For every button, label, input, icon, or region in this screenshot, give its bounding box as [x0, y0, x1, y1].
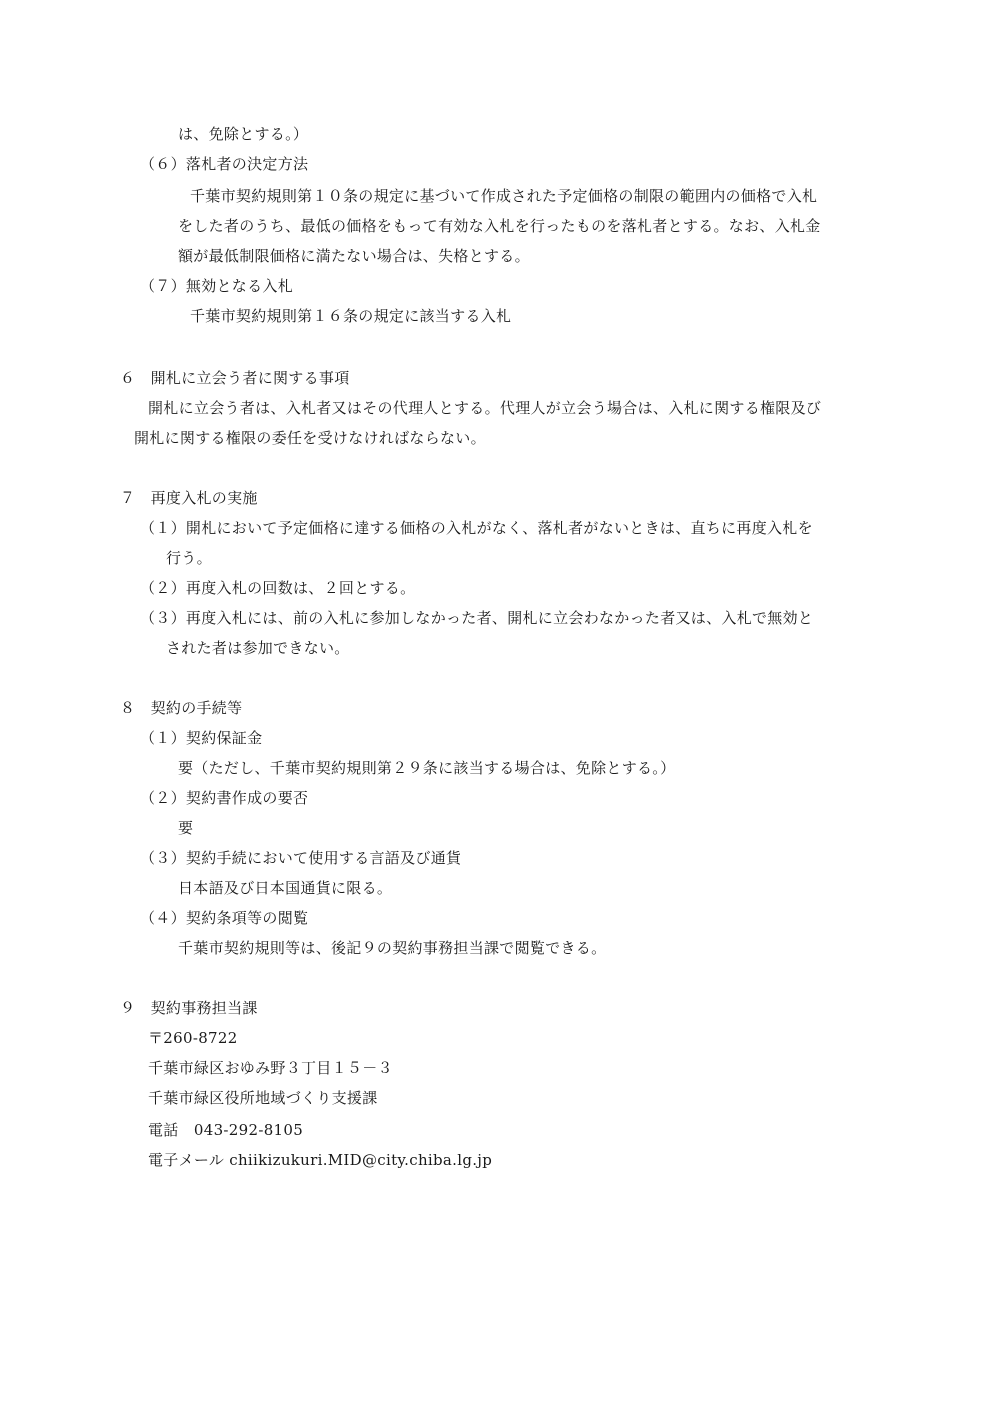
section-7-item-1-line-2: 行う。 — [166, 549, 212, 567]
section-6-body-line-2: 開札に関する権限の委任を受けなければならない。 — [134, 429, 486, 447]
item-6-heading: （６）落札者の決定方法 — [140, 155, 309, 173]
address: 千葉市緑区おゆみ野３丁目１５－３ — [148, 1059, 393, 1077]
item-6-body-line-2: をした者のうち、最低の価格をもって有効な入札を行ったものを落札者とする。なお、入札金 — [178, 217, 821, 235]
item-7-heading: （７）無効となる入札 — [140, 277, 294, 295]
section-7-item-2: （２）再度入札の回数は、２回とする。 — [140, 579, 416, 597]
section-8-item-1-body: 要（ただし、千葉市契約規則第２９条に該当する場合は、免除とする。） — [178, 759, 676, 777]
section-8-heading: ８ 契約の手続等 — [120, 699, 243, 717]
section-8-item-2-body: 要 — [178, 819, 194, 837]
section-8-item-3-body: 日本語及び日本国通貨に限る。 — [178, 879, 393, 897]
section-8-item-3-heading: （３）契約手続において使用する言語及び通貨 — [140, 849, 462, 867]
section-8-item-2-heading: （２）契約書作成の要否 — [140, 789, 309, 807]
section-7-item-3-line-1: （３）再度入札には、前の入札に参加しなかった者、開札に立会わなかった者又は、入札で無効と — [140, 609, 814, 627]
email-address: 電子メール chiikizukuri.MID@city.chiba.lg.jp — [148, 1151, 493, 1169]
section-6-body-line-1: 開札に立会う者は、入札者又はその代理人とする。代理人が立会う場合は、入札に関する権限及び — [148, 399, 822, 417]
item-7-body: 千葉市契約規則第１６条の規定に該当する入札 — [190, 307, 512, 325]
section-7-item-1-line-1: （１）開札において予定価格に達する価格の入札がなく、落札者がないときは、直ちに再度入札を — [140, 519, 813, 537]
item-6-body-line-1: 千葉市契約規則第１０条の規定に基づいて作成された予定価格の制限の範囲内の価格で入札 — [190, 187, 818, 205]
text-line-continuation: は、免除とする。） — [178, 125, 309, 143]
department-name: 千葉市緑区役所地域づくり支援課 — [148, 1089, 378, 1107]
section-8-item-4-heading: （４）契約条項等の閲覧 — [140, 909, 309, 927]
section-7-item-3-line-2: された者は参加できない。 — [166, 639, 350, 657]
section-6-heading: ６ 開札に立会う者に関する事項 — [120, 369, 350, 387]
section-9-heading: ９ 契約事務担当課 — [120, 999, 258, 1017]
section-8-item-4-body: 千葉市契約規則等は、後記９の契約事務担当課で閲覧できる。 — [178, 939, 607, 957]
postal-code: 〒260-8722 — [148, 1029, 238, 1047]
item-6-body-line-3: 額が最低制限価格に満たない場合は、失格とする。 — [178, 247, 530, 265]
section-8-item-1-heading: （１）契約保証金 — [140, 729, 263, 747]
section-7-heading: ７ 再度入札の実施 — [120, 489, 258, 507]
phone-number: 電話 043-292-8105 — [148, 1121, 304, 1139]
